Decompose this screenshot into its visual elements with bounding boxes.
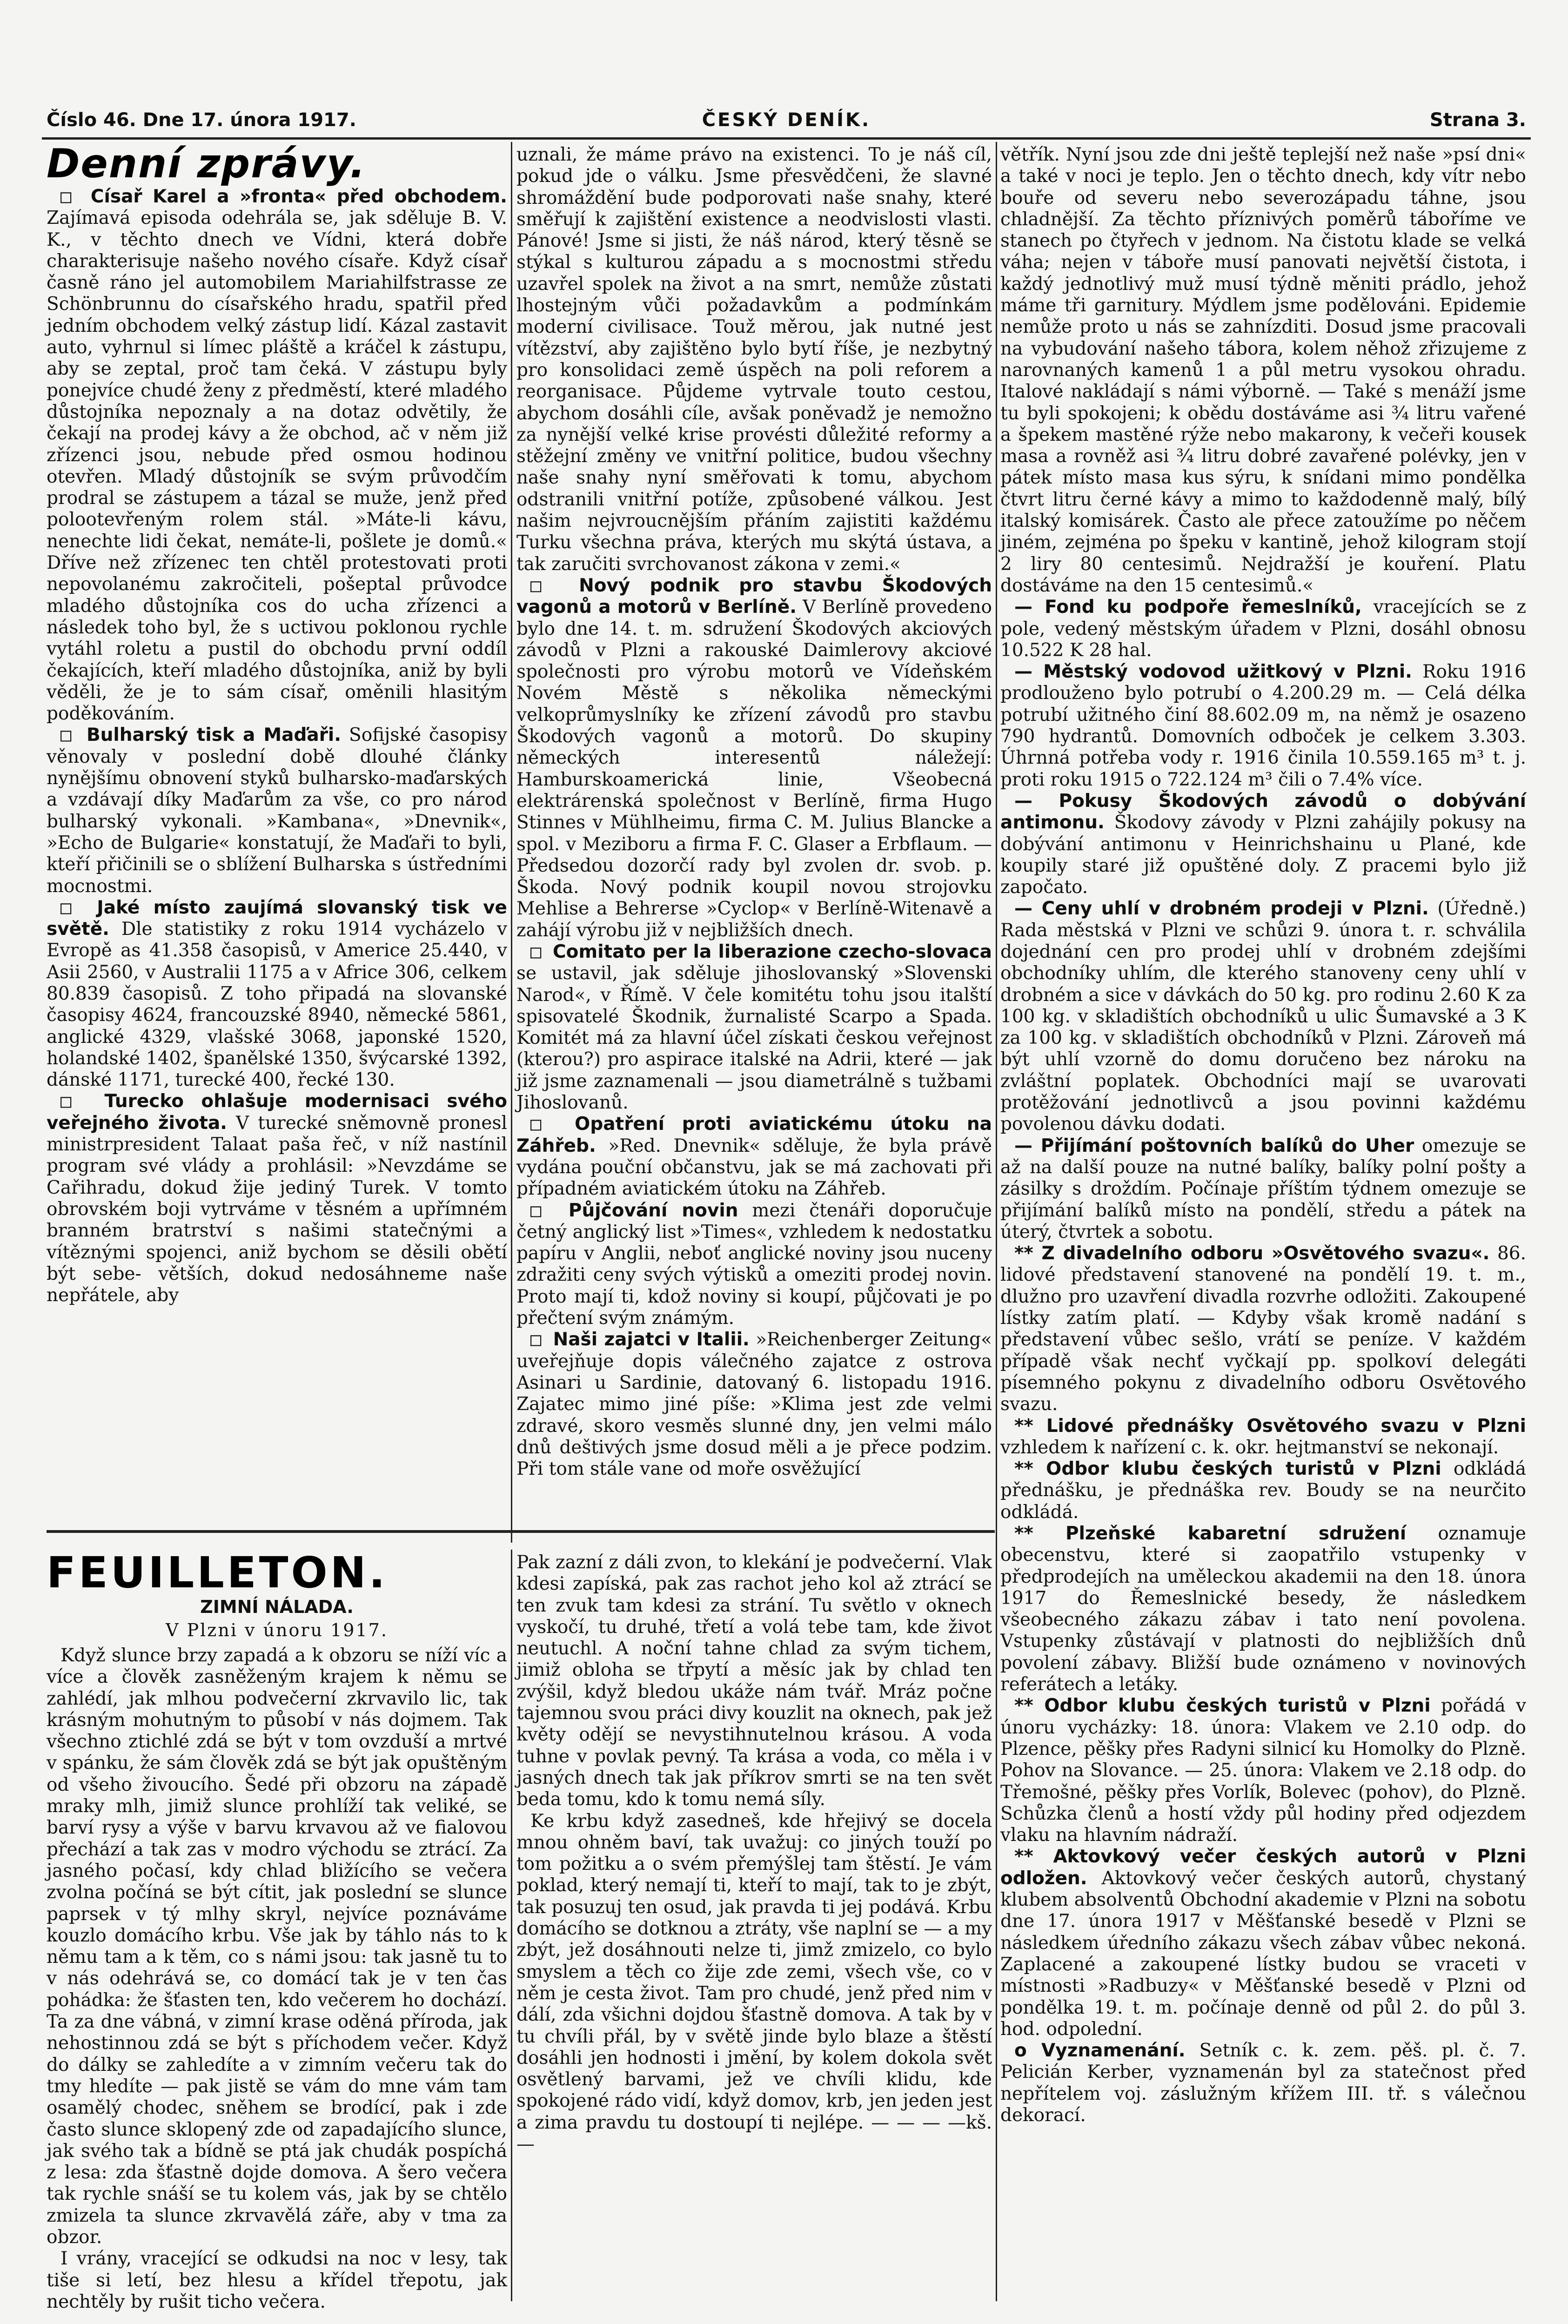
- feuilleton-column-2: [516, 1552, 992, 2301]
- article: [1000, 1243, 1526, 1415]
- article-heading: — Fond ku podpoře řemeslníků,: [1014, 597, 1362, 618]
- column-divider: [511, 1550, 512, 2301]
- article-body: Roku 1916 prodlouženo bylo potrubí o 4.200.29 m. — Celá délka potrubí užitného činí 88.602.09 m, na němž je osazeno 790 hydrantů. Domovních odboček je celkem 3.303. Úhrnná potřeba vody r. 1916 činila 10.559.165 m³ t. j. proti roku 1915 o 722.124 m³ čili o 7.4% více.: [1000, 661, 1526, 790]
- article-body: Dle statistiky z roku 1914 vycházelo v Evropě as 41.358 časopisů, v Americe 25.440, v Asii 2560, v Australii 1175 a v Africe 306, celkem 80.839 časopisů. Z toho připadá na slovanské časopisy 4624, francouzské 8940, německé 5861, anglické 4329, vlašské 3068, japonské 1520, holandské 1402, španělské 1350, švýcarské 1392, dánské 1171, turecké 400, řecké 130.: [47, 919, 507, 1091]
- article-body: omezuje se až na další pouze na nutné balíky, balíky polní pošty a zásilky s droždím. Počínaje příštím týdnem omezuje se přijímání balíků místo na pondělí, středu a pátek na úterý, čtvrtek a sobotu.: [1000, 1135, 1526, 1243]
- article-body: odkládá přednášku, je přednáška rev. Boudy se na neurčito odkládá.: [1000, 1458, 1526, 1523]
- article-body: vzhledem k nařízení c. k. okr. hejtmanství se nekonají.: [1000, 1437, 1499, 1458]
- story-paragraph: Když slunce brzy zapadá a k obzoru se níží víc a více a člověk zasněženým krajem k němu se zahlédí, jak mlhou podvečerní zkrvavilo lic, tak krásným mohutným to působí v nás dojmem. Tak všechno ztichlé zdá se být v tom ovzduší a mrtvé v spánku, že sám člověk zdá se být jak opuštěným od všeho živoucího. Šedé při obzoru na západě mraky mlh, jimiž slunce prohlíží tak veliké, se barví rysy a výše v barvu krvavou až ve fialovou přechází a tak zas v modro východu se ztrácí. Za jasného počasí, kdy chlad bližícího se večera zvolna počíná se být cítit, jak poslední se slunce paprsek v tý mlhy skryl, nejvíce poznáváme kouzlo domácího krbu. Vše jak by táhlo nás to k němu tam a k těm, co s námi jsou: tak jasně tu to v nás odehrává se, co domácí tak je v ten čas pohádka: že šťasten ten, kdo večerem ho dochází. Ta za dne vábná, v zimní krase oděná příroda, jak nehostinnou zdá se být s příchodem večer. Když do dálky se zahledíte a v zimním večeru tak do tmy hledíte — pak jistě se vám do mne vám tam osamělý chodec, sněhem se brodící, pak i zde často slunce sklopený zde od zapadajícího slunce, jak svého tak a bídně se ptá jak chudák pospíchá z lesa: zda šťastně dojde domova. A šero večera tak rychle snáší se tu kolem vás, jak by se chtělo zmizela ta slunce zkrvavělá záře, aby v tma za obzor.: [47, 1645, 507, 2248]
- story-paragraph: Ke krbu když zasedneš, kde hřejivý se docela mnou ohněm baví, tak uvažuj: co jiných touží po tom požitku a o svém přemýšlej tam štěstí. Je vám poklad, který nemají ti, kteří to mají, tak to je zbýt, tak posuzuj ten osud, jak pravda ti jej podává. Krbu domácího se dotknou a ztráty, vše naplní se — a my zbýt, jež dosáhnouti nelze ti, jimž zmizelo, co bylo smyslem a těch co žije zde zemi, všech vše, co v něm je cesta život. Tam pro chudé, jenž před nim v dálí, zda všichni dojdou šťastně domova. A tak by v tu chvíli přál, by v světě jinde bylo blaze a štěstí dosáhli jen hodnosti i jmění, by kolem dokola svět osvětlený barvami, jež ve chvíli klidu, kde spokojené rádo vidí, když domov, krb, jen jeden jest a zima pravdu tu dostoupí ti nejlépe. — — — —kš.—: [516, 1810, 992, 2155]
- story-dateline: V Plzni v únoru 1917.: [166, 1620, 388, 1640]
- article: [1000, 1846, 1526, 2040]
- column-divider: [996, 142, 997, 2301]
- article-body: V turecké sněmovně pronesl ministrpresident Talaat paša řeč, v níž nastínil program své vlády a prohlásil: »Nevzdáme se Cařihradu, dokud žije jediný Turek. V tomto obrovském boji vytrváme v těsném a upřímném branném bratrství s našimi statečnými a vítěznými spojenci, aniž bychom se děsili obětí být sebe- větších, dokud nedosáhneme naše nepřátele, aby: [47, 1112, 507, 1306]
- article-body: V Berlíně provedeno bylo dne 14. t. m. sdružení Škodových akciových závodů v Plzni a rakouské Daimlerovy akciové společnosti pro výrobu motorů ve Vídeňském Novém Městě s několika německými velkoprůmyslníky ke zřízení závodů pro stavbu Škodových vagonů a motorů. Do skupiny německých interesentů náležejí: Hamburskoamerická linie, Všeobecná elektrárenská společnost v Berlíně, firma Hugo Stinnes v Mühlheimu, firma C. M. Julius Blancke a spol. v Meziboru a firma F. C. Glaser a Erbflaum. — Předsedou dozorčí rady byl zvolen dr. svob. p. Škoda. Nový podnik koupil novou strojovku Mehlise a Behrerse »Cyclop« v Berlíně-Witenavě a zahájí výrobu již v nejbližších dnech.: [516, 597, 992, 941]
- article: □ Nový podnik pro stavbu Škodových vagonů a motorů v Berlíně. V Berlíně provedeno bylo dne 14. t. m. sdružení Škodových akciových závodů v Plzni a rakouské Daimlerovy akciové společnosti pro výrobu motorů ve Vídeňském Novém Městě s několika německými velkoprůmyslníky ke zřízení závodů pro stavbu Škodových vagonů a motorů. Do skupiny německých interesentů náležejí: Hamburskoamerická linie, Všeobecná elektrárenská společnost v Berlíně, firma Hugo Stinnes v Mühlheimu, firma C. M. Julius Blancke a spol. v Meziboru a firma F. C. Glaser a Erbflaum. — Předsedou dozorčí rady byl zvolen dr. svob. p. Škoda. Nový podnik koupil novou strojovku Mehlise a Behrerse »Cyclop« v Berlíně-Witenavě a zahájí výrobu již v nejbližších dnech.: [516, 575, 992, 941]
- article-continuation: uznali, že máme právo na existenci. To je náš cíl, pokud jde o válku. Jsme přesvědčeni, že slavné shromáždění bude podporovati naše snahy, které směřují k zajištění existence a neodvislosti vlasti. Pánové! Jsme si jisti, že náš národ, který těsně se stýkal s kulturou západu a s mocnostmi středu uzavřel spolek na život a na smrt, nemůže zůstati lhostejným vůči požadavkům a podmínkám moderní civilisace. Touž měrou, jak nutné jest vítězství, aby zajištěno bylo bytí říše, je nezbytný pro konsolidaci země úspěch na poli reforem a reorganisace. Půjdeme vytrvale touto cestou, abychom dosáhli cíle, avšak poněvadž je nemožno za nynější velké krise provésti důležité reformy a stěžejní změny ve vnitřní politice, budou všechny naše snahy nyní směřovati k tomu, abychom odstranili vnitřní potíže, způsobené válkou. Jest našim nejvroucnějším přáním zajistiti každému Turku všechna práva, kterých mu skýtá ústava, a tak zaručiti svrchovanost zákona v zemi.«: [516, 144, 992, 575]
- article-body: vracejících se z pole, vedený městským úřadem v Plzni, dosáhl obnosu 10.522 K 28 hal.: [1000, 597, 1526, 661]
- story-paragraph: I vrány, vracející se odkudsi na noc v lesy, tak tiše si letí, bez hlesu a křídel třepotu, jak nechtěly by rušit ticho večera.: [47, 2248, 507, 2312]
- article-heading: ** Lidové přednášky Osvětového svazu v Plzni: [1014, 1415, 1526, 1437]
- article-heading: ** Odbor klubu českých turistů v Plzni: [1014, 1695, 1431, 1717]
- article: □ Půjčování novin mezi čtenáři doporučuje četný anglický list »Times«, vzhledem k nedostatku papíru v Anglii, neboť anglické noviny jsou nuceny zdražiti ceny svých výtisků a omeziti prodej novin. Proto mají ti, kdož noviny si koupí, půjčovati je po přečtení svým známým.: [516, 1200, 992, 1329]
- article: [1000, 2040, 1526, 2126]
- article: □ Comitato per la liberazione czecho-slovaca se ustavil, jak sděluje jihoslovanský »Slovenski Narod«, v Římě. V čele komitétu tohu jsou italští spisovatelé Škodnik, žurnalisté Scarpo a Spada. Komitét má za hlavní účel získati českou veřejnost (kterou?) pro aspirace italské na Adrii, které — jak již jsme zaznamenali — jsou diametrálně s tužbami Jihoslovanů.: [516, 941, 992, 1114]
- article: [1000, 1695, 1526, 1846]
- article: [1000, 1416, 1526, 1459]
- article-body: (Úředně.) Rada městská v Plzni ve schůzi 9. února t. r. schválila dojednání cen pro prodej uhlí v drobném zdejšími obchodníky uhlím, dle kterého stanoveny ceny uhlí v drobném a sice v dávkách do 50 kg. pro rodinu 2.60 K za 100 kg. v skladištích obchodníků u ulic Šumavské a 3 K za 100 kg. v skladištích obchodníků v Plzni. Zároveň má být uhlí vzorně do domu doručeno bez nároku na zvláštní poplatek. Obchodníci mají se uvarovati protěžování jednotlivců a jsou povinni každému povolenou dávku dodati.: [1000, 898, 1526, 1135]
- feuilleton-rule: [47, 1530, 995, 1533]
- article: [1000, 791, 1526, 898]
- feuilleton-label: FEUILLETON.: [47, 1548, 388, 1598]
- article-body: Škodovy závody v Plzni zahájily pokusy na dobývání antimonu v Heinrichshainu u Plané, kde koupily staré již opuštěné doly. Z pracemi bylo již započato.: [1000, 812, 1526, 898]
- issue-number-date: Číslo 46. Dne 17. února 1917.: [47, 109, 356, 131]
- article: [1000, 661, 1526, 791]
- article-heading: Jaké místo zaujímá slovanský tisk ve světě.: [47, 897, 508, 940]
- article-heading: — Ceny uhlí v drobném prodeji v Plzni.: [1014, 898, 1429, 920]
- article: □ Císař Karel a »fronta« před obchodem. Zajímavá episoda odehrála se, jak sděluje B. V. K., v těchto dnech ve Vídni, která dobře charakterisuje našeho nového císaře. Když císař časně ráno jel automobilem Mariahilfstrasse ze Schönbrunnu do císařského hradu, spatřil před jedním obchodem velký zástup lidí. Kázal zastavit auto, vyhrnul si límec pláště a kráčel k zástupu, aby se zeptal, proč tam čeká. V zástupu byly ponejvíce chudé ženy z předměstí, které mladého důstojníka nepoznaly a na dotaz odvětily, že čekají na prodej kávy a že obchod, ač v něm již zřízenci jsou, nebude před osmou hodinou otevřen. Mladý důstojník se svým průvodčím prodral se zástupem a tázal se muže, jenž před polootevřeným rolem stál. »Máte-li kávu, nenechte lidi čekat, nemáte-li, pošlete je domů.« Dříve než zřízenec ten chtěl protestovati proti nepovolanému zakročiteli, pošeptal průvodce mladého důstojníka cos do ucha zřízenci a následek toho byl, že s uctivou poklonou rychle vytáhl roletu a pustil do obchodu první oddíl čekajících, kteří mladého důstojníka, aniž by byli věděli, že je to sám císař, oměnili hlasitým poděkováním.: [47, 186, 507, 725]
- article: [1000, 898, 1526, 1135]
- article-body: Setník c. k. zem. pěš. pl. č. 7. Pelicián Kerber, vyznamenán byl za statečnost před nepřítelem voj. záslužným křížem III. tř. s válečnou dekorací.: [1000, 2040, 1526, 2126]
- article-heading: ** Plzeňské kabaretní sdružení: [1014, 1523, 1407, 1544]
- page-number: Strana 3.: [1429, 109, 1526, 131]
- story-paragraph: Pak zazní z dáli zvon, to klekání je podvečerní. Vlak kdesi zapíská, pak zas rachot jeho kol až ztrácí se ten zvuk tam kdesi za strání. Tu světlo v oknech vyskočí, tu druhé, třetí a volá tebe tam, kde život neutuchl. A noční tahne chlad za svým tichem, jimiž obloha se třpytí a měsíc jak by chlad ten zvýšil, když bledou ukáže nám tvář. Mráz počne tajemnou svou práci divy kouzlit na oknech, pak jež květy odějí se nevystihnutelnou krásou. A voda tuhne v povlak pevný. Ta krása a voda, co měla i v jasných dnech tak jak příkrov smrti se na ten svět beda tomu, kdo k tomu nemá síly.: [516, 1552, 992, 1810]
- article: [1000, 1523, 1526, 1695]
- article: □ Bulharský tisk a Maďaři. Sofijské časopisy věnovaly v poslední době dlouhé články nynějšímu obnovení styků bulharsko-maďarských a vzdávají díky Maďarům za vše, co pro národ bulharský vykonali. »Kambana«, »Dnevnik«, »Echo de Bulgarie« konstatují, že Maďaři to byli, kteří přičinili se o sblížení Bulharska s ústředními mocnostmi.: [47, 725, 507, 897]
- article-body: »Reichenberger Zeitung« uveřejňuje dopis válečného zajatce z ostrova Asinari u Sardinie, datovaný 6. listopadu 1916. Zajatec mimo jiné píše: »Klima jest zde velmi zdravé, skoro vesměs slunné dny, jen velmi málo dnů deštivých jsme dosud měli a je přece podzim. Při tom stále vane od moře osvěžující: [516, 1329, 992, 1480]
- article-body: pořádá v únoru vycházky: 18. února: Vlakem ve 2.10 odp. do Plzence, pěšky přes Radyni silnicí ku Homolky do Plzně. Pohov na Slovance. — 25. února: Vlakem ve 2.18 odp. do Třemošné, pěšky přes Vorlík, Bolevec (pohov), do Plzně. Schůzka členů a hostí vždy půl hodiny před odjezdem vlaku na hlavním nádraží.: [1000, 1695, 1526, 1846]
- article: □ Naši zajatci v Italii. »Reichenberger Zeitung« uveřejňuje dopis válečného zajatce z ostrova Asinari u Sardinie, datovaný 6. listopadu 1916. Zajatec mimo jiné píše: »Klima jest zde velmi zdravé, skoro vesměs slunné dny, jen velmi málo dnů deštivých jsme dosud měli a je přece podzim. Při tom stále vane od moře osvěžující: [516, 1329, 992, 1480]
- header-rule: [42, 137, 1531, 140]
- article: [1000, 1135, 1526, 1243]
- column-1: [47, 186, 507, 1526]
- feuilleton-column-1: [47, 1645, 507, 2312]
- article-heading: Opatření proti aviatickému útoku na Záhřeb.: [516, 1114, 992, 1156]
- article-heading: Půjčování novin: [568, 1200, 738, 1221]
- column-divider: [511, 142, 512, 1543]
- article-heading: ** Aktovkový večer českých autorů v Plzni odložen.: [1000, 1846, 1526, 1889]
- article-heading: Nový podnik pro stavbu Škodových vagonů a motorů v Berlíně.: [516, 575, 992, 618]
- article-heading: — Pokusy Škodových závodů o dobývání antimonu.: [1000, 790, 1526, 833]
- article-body: oznamuje obecenstvu, které si zaopatřilo vstupenky v předprodejích na uměleckou akademii na den 18. února 1917 do Řemeslnické besedy, že následkem všeobecného zákazu zábav i tato není povolena. Vstupenky zůstávají v platnosti do nejbližších dnů povolení zábavy. Bližší bude oznámeno v novinových referátech a letáky.: [1000, 1523, 1526, 1695]
- article-body: 86. lidové představení stanovené na pondělí 19. t. m., dlužno pro uzavření divadla rozvrhe odložiti. Zakoupené lístky zatím platí. — Kdyby však kromě nadání s představení vůbec sešlo, vrátí se peníze. V každém případě však nechť vyčkají pp. spolkoví delegáti písemného pokynu z divadelního odboru Osvětového svazu.: [1000, 1243, 1526, 1415]
- article-heading: Bulharský tisk a Maďaři.: [86, 725, 342, 746]
- article: □ Jaké místo zaujímá slovanský tisk ve světě. Dle statistiky z roku 1914 vycházelo v Evropě as 41.358 časopisů, v Americe 25.440, v Asii 2560, v Australii 1175 a v Africe 306, celkem 80.839 časopisů. Z toho připadá na slovanské časopisy 4624, francouzské 8940, německé 5861, anglické 4329, vlašské 3068, japonské 1520, holandské 1402, španělské 1350, švýcarské 1392, dánské 1171, turecké 400, řecké 130.: [47, 897, 508, 1091]
- article-heading: — Přijímání poštovních balíků do Uher: [1014, 1135, 1414, 1156]
- article: □ Opatření proti aviatickému útoku na Záhřeb. »Red. Dnevnik« sděluje, že byla právě vydána pouční občanstvu, jak se má zachovati při případném aviatickém útoku na Záhřeb.: [516, 1114, 992, 1200]
- article-body: mezi čtenáři doporučuje četný anglický list »Times«, vzhledem k nedostatku papíru v Anglii, neboť anglické noviny jsou nuceny zdražiti ceny svých výtisků a omeziti prodej novin. Proto mají ti, kdož noviny si koupí, půjčovati je po přečtení svým známým.: [516, 1200, 992, 1329]
- article: [1000, 1458, 1526, 1523]
- article-heading: Turecko ohlašuje modernisaci svého veřejného života.: [47, 1091, 507, 1134]
- column-3: [1000, 144, 1526, 2299]
- article-heading: Naši zajatci v Italii.: [553, 1329, 750, 1350]
- story-title: ZIMNÍ NÁLADA.: [200, 1597, 354, 1617]
- newspaper-masthead: ČESKÝ DENÍK.: [702, 109, 871, 131]
- article-heading: ** Z divadelního odboru »Osvětového svazu«.: [1014, 1243, 1490, 1264]
- article-body: se ustavil, jak sděluje jihoslovanský »Slovenski Narod«, v Římě. V čele komitétu tohu jsou italští spisovatelé Škodnik, žurnalisté Scarpo a Spada. Komitét má za hlavní účel získati českou veřejnost (kterou?) pro aspirace italské na Adrii, které — jak již jsme zaznamenali — jsou diametrálně s tužbami Jihoslovanů.: [516, 963, 992, 1114]
- article-body: Sofijské časopisy věnovaly v poslední době dlouhé články nynějšímu obnovení styků bulharsko-maďarských a vzdávají díky Maďarům za vše, co pro národ bulharský vykonali. »Kambana«, »Dnevnik«, »Echo de Bulgarie« konstatují, že Maďaři to byli, kteří přičinili se o sblížení Bulharska s ústředními mocnostmi.: [47, 725, 507, 897]
- article-heading: o Vyznamenání.: [1014, 2040, 1186, 2062]
- article-continuation: větřík. Nyní jsou zde dni ještě teplejší než naše »psí dni« a také v noci je teplo. Jen o těchto dnech, kdy vítr nebo bouře od severu nebo severozápadu táhne, jsou chladnější. Za těchto příznivých poměrů táboříme ve stanech po čtyřech v jednom. Na čistotu klade se velká váha; nejen v táboře musí panovati největší čistota, i každý jednotlivý muž musí týdně měniti prádlo, jehož máme tři garnitury. Mýdlem jsme podělováni. Epidemie nemůže proto u nás se zahnízditi. Dosud jsme pracovali na vybudování našeho tábora, kolem něhož zřizujeme z narovnaných kamenů 1 a půl metru vysokou ohradu. Italové nakládají s námi výborně. — Také s menáží jsme tu byli spokojeni; k obědu dostáváme asi ¾ litru vařené a špekem mastěné rýže nebo makarony, k večeři kousek masa a rovněž asi ¾ litru dobré zavařené polévky, jen v pátek místo masa kus sýru, k snídani mimo pondělka čtvrt litru černé kávy a mimo to každodenně malý, bílý italský komisárek. Často ale přece zatoužíme po něčem jiném, zejména po špeku v kantině, jehož kilogram stojí 2 liry 80 centesimů. Nejdražší je kouření. Platu dostáváme na den 15 centesimů.«: [1000, 144, 1526, 596]
- article-body: Aktovkový večer českých autorů, chystaný klubem absolventů Obchodní akademie v Plzni na sobotu dne 17. února 1917 v Měšťanské besedě v Plzni se následkem úředního zákazu všech zábav vůbec nekoná. Zaplacené a zakoupené lístky budou se vraceti v místnosti »Radbuzy« v Měšťanské besedě v Plzni od pondělka 19. t. m. počínaje denně od půl 2. do půl 3. hod. odpolední.: [1000, 1867, 1527, 2040]
- article-heading: Comitato per la liberazione czecho-slovaca: [553, 941, 992, 962]
- article-heading: ** Odbor klubu českých turistů v Plzni: [1014, 1458, 1441, 1480]
- article: □ Turecko ohlašuje modernisaci svého veřejného života. V turecké sněmovně pronesl ministrpresident Talaat paša řeč, v níž nastínil program své vlády a prohlásil: »Nevzdáme se Cařihradu, dokud žije jediný Turek. V tomto obrovském boji vytrváme v těsném a upřímném branném bratrství s našimi statečnými a vítěznými spojenci, aniž bychom se děsili obětí být sebe- větších, dokud nedosáhneme naše nepřátele, aby: [47, 1091, 507, 1306]
- article-body: »Red. Dnevnik« sděluje, že byla právě vydána pouční občanstvu, jak se má zachovati při případném aviatickém útoku na Záhřeb.: [516, 1135, 992, 1200]
- article-body: Zajímavá episoda odehrála se, jak sděluje B. V. K., v těchto dnech ve Vídni, která dobře charakterisuje našeho nového císaře. Když císař časně ráno jel automobilem Mariahilfstrasse ze Schönbrunnu do císařského hradu, spatřil před jedním obchodem velký zástup lidí. Kázal zastavit auto, vyhrnul si límec pláště a kráčel k zástupu, aby se zeptal, proč tam čeká. V zástupu byly ponejvíce chudé ženy z předměstí, které mladého důstojníka nepoznaly a na dotaz odvětily, že čekají na prodej kávy a že obchod, ač v něm již zřízenci jsou, nebude před osmou hodinou otevřen. Mladý důstojník se svým průvodčím prodral se zástupem a tázal se muže, jenž před polootevřeným rolem stál. »Máte-li kávu, nenechte lidi čekat, nemáte-li, pošlete je domů.« Dříve než zřízenec ten chtěl protestovati proti nepovolanému zakročiteli, pošeptal průvodce mladého důstojníka cos do ucha zřízenci a následek toho byl, že s uctivou poklonou rychle vytáhl roletu a pustil do obchodu první oddíl čekajících, kteří mladého důstojníka, aniž by byli věděli, že je to sám císař, oměnili hlasitým poděkováním.: [47, 208, 507, 725]
- article-heading: Císař Karel a »fronta« před obchodem.: [90, 186, 507, 207]
- article: [1000, 597, 1526, 661]
- article-heading: — Městský vodovod užitkový v Plzni.: [1014, 661, 1412, 683]
- section-title-denni-zpravy: Denní zprávy.: [47, 141, 366, 187]
- column-2: [516, 144, 992, 1526]
